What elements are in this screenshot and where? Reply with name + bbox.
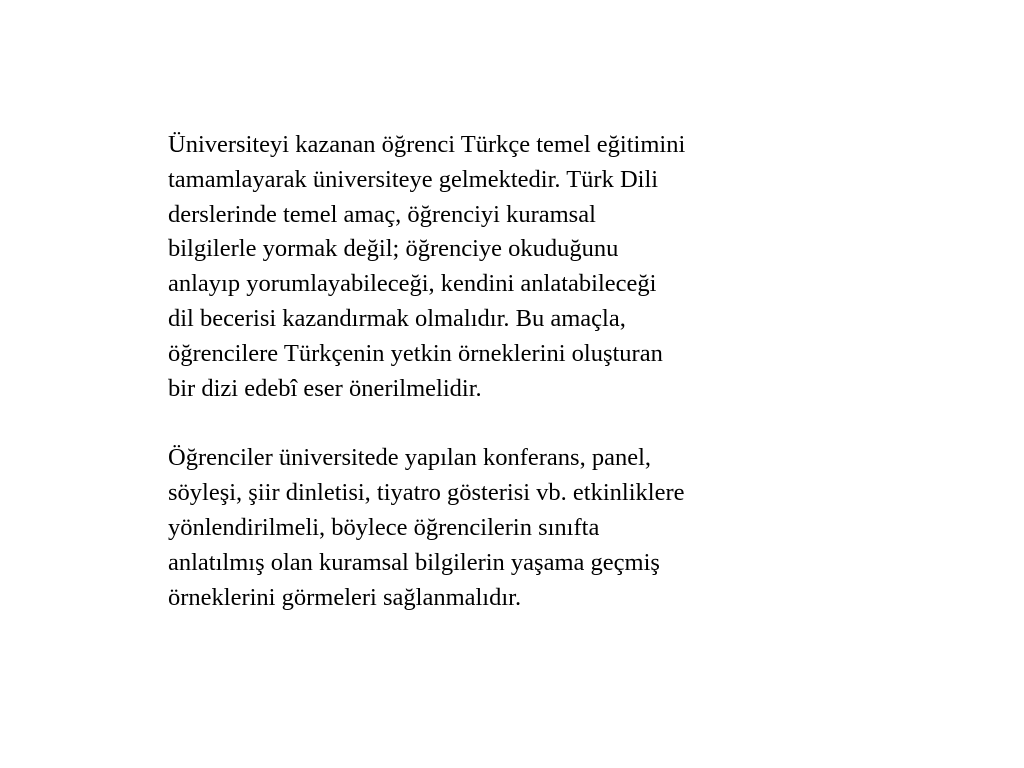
paragraph-2	[168, 441, 868, 615]
text-line: söyleşi, şiir dinletisi, tiyatro gösterisi vb. etkinliklere	[168, 479, 685, 507]
slide-text-body	[168, 128, 868, 615]
text-line: bilgilerle yormak değil; öğrenciye okuduğunu	[168, 235, 619, 263]
text-line: öğrencilere Türkçenin yetkin örneklerini oluşturan	[168, 339, 663, 367]
text-line: dil becerisi kazandırmak olmalıdır. Bu amaçla,	[168, 304, 626, 332]
text-line: Üniversiteyi kazanan öğrenci Türkçe temel eğitimini	[168, 131, 686, 158]
text-line: bir dizi edebî eser önerilmelidir.	[168, 374, 482, 402]
text-line: örneklerini görmeleri sağlanmalıdır.	[168, 583, 522, 611]
text-line: tamamlayarak üniversiteye gelmektedir. Türk Dili	[168, 165, 659, 193]
text-line: yönlendirilmeli, böylece öğrencilerin sınıfta	[168, 513, 600, 541]
text-line: anlayıp yorumlayabileceği, kendini anlatabileceği	[168, 270, 657, 298]
text-line: derslerinde temel amaç, öğrenciyi kuramsal	[168, 200, 596, 228]
paragraph-1	[168, 128, 868, 406]
text-line: Öğrenciler üniversitede yapılan konferans, panel,	[168, 444, 652, 472]
text-line: anlatılmış olan kuramsal bilgilerin yaşama geçmiş	[168, 548, 660, 576]
